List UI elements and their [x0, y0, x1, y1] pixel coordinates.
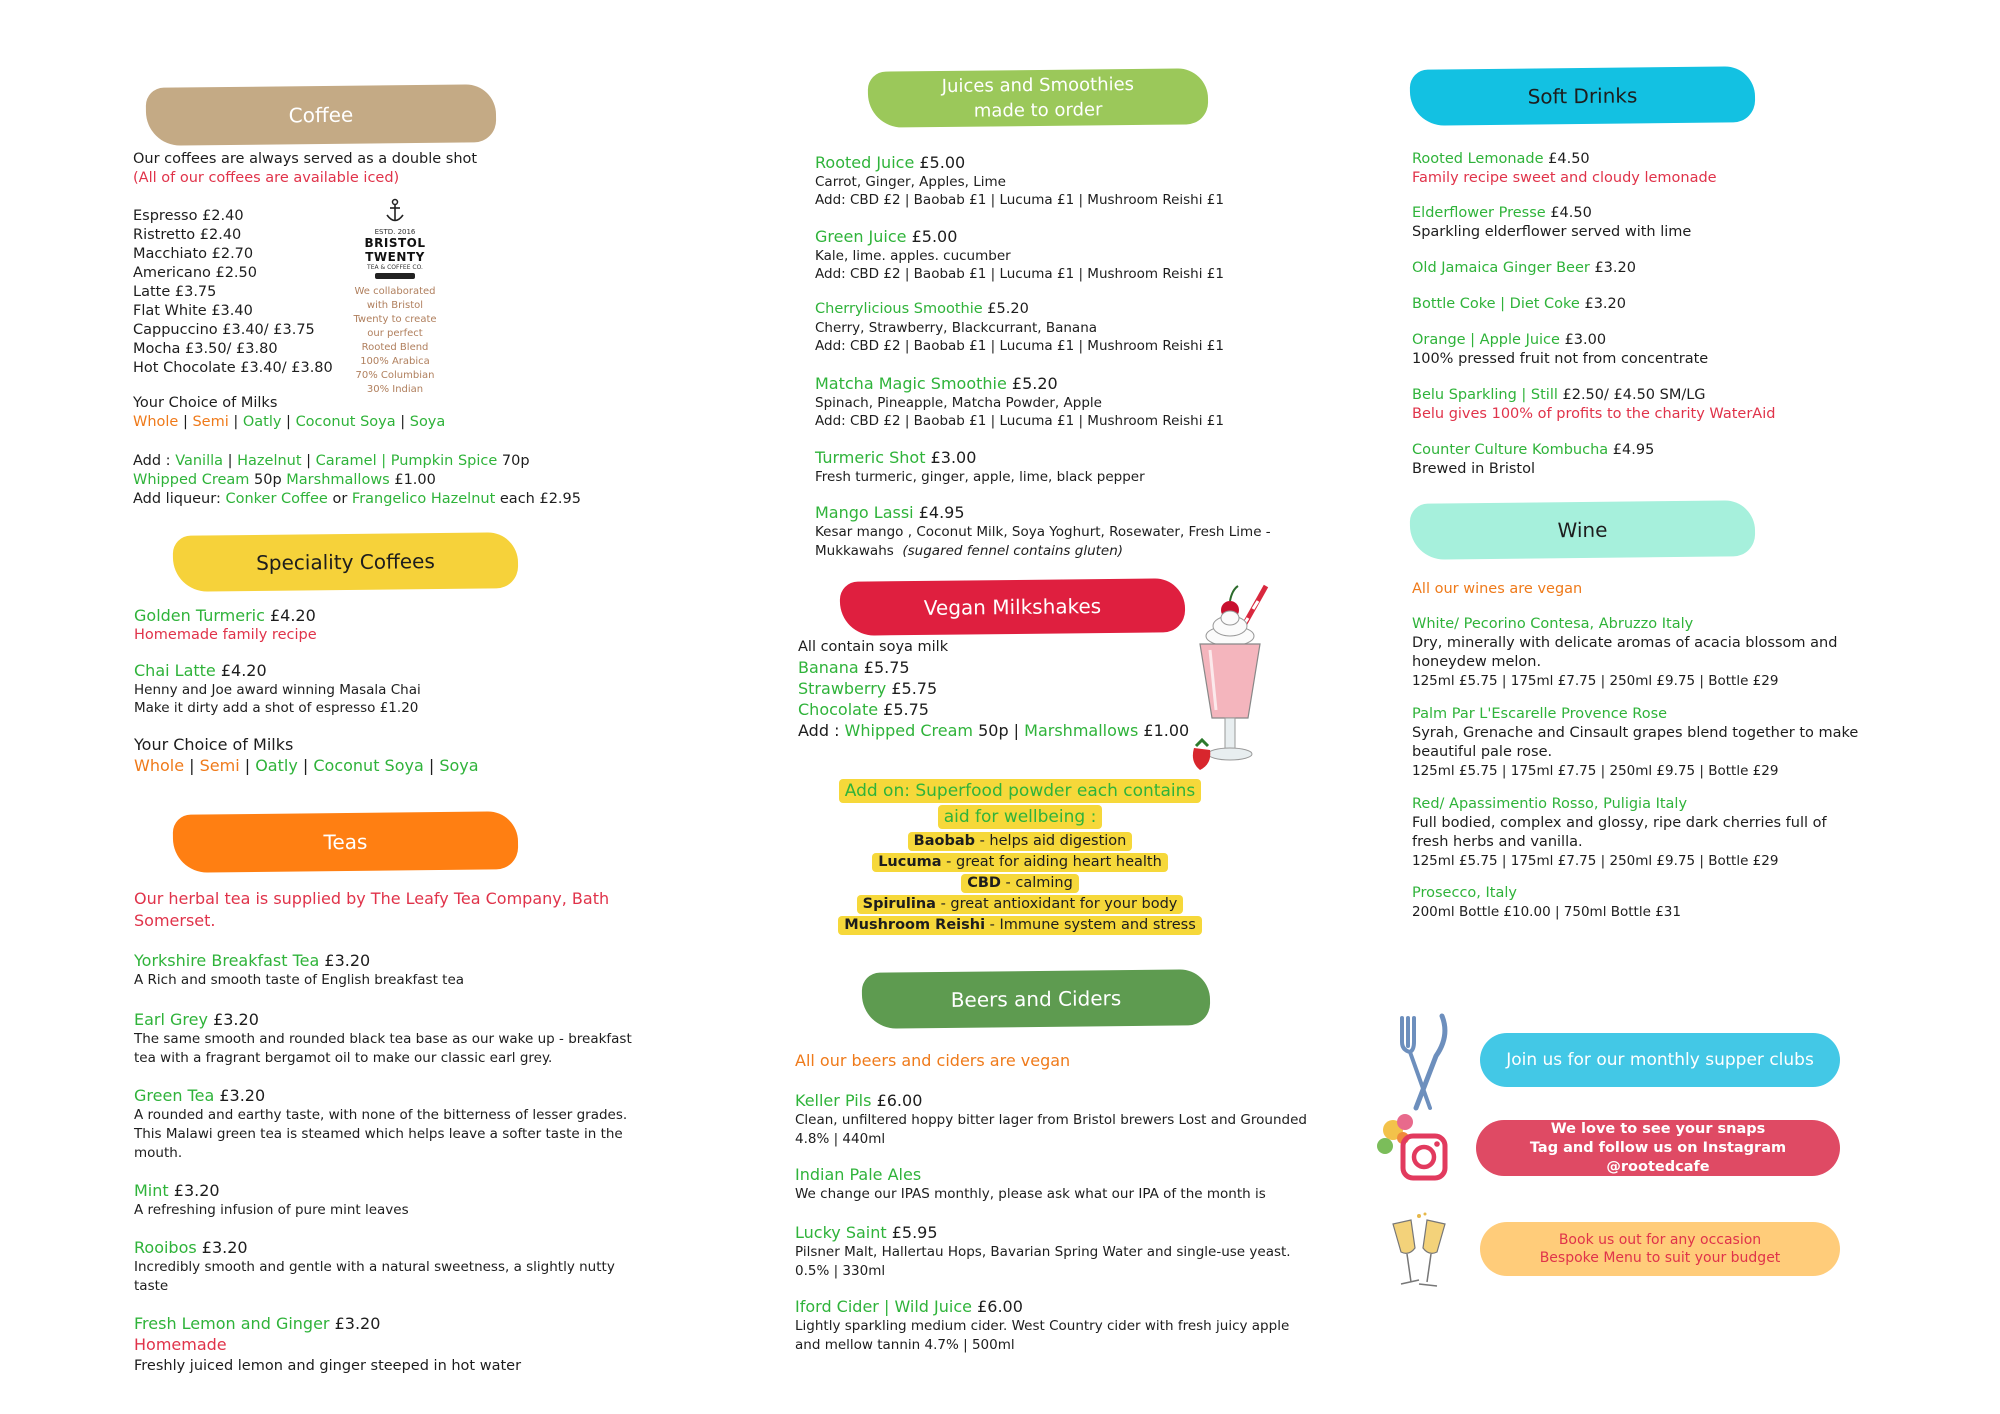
soft-drink-item: Belu Sparkling | Still £2.50/ £4.50 SM/LG Belu gives 100% of profits to the charity WaterAid [1412, 387, 1776, 422]
tea-item: Green Tea £3.20 A rounded and earthy taste, with none of the bitterness of lesser grades. This Malawi green tea is steamed which helps leave a softer taste in the mouth. [134, 1086, 628, 1161]
juices-heading-line: Juices and Smoothies [941, 73, 1135, 98]
coffee-item: Latte £3.75 [133, 284, 217, 300]
soft-drink-item: Bottle Coke | Diet Coke £3.20 [1412, 296, 1626, 312]
juice-item: Cherrylicious Smoothie £5.20 Cherry, Strawberry, Blackcurrant, Banana Add: CBD £2 | Baobab £1 | Lucuma £1 | Mushroom Reishi £1 [815, 301, 1224, 354]
superfood-item: Mushroom Reishi - Immune system and stress [838, 916, 1202, 935]
booking-line: Book us out for any occasion [1558, 1232, 1762, 1248]
wine-heading [1410, 500, 1756, 560]
speciality-heading [173, 532, 519, 592]
teas-intro: Our herbal tea is supplied by The Leafy Tea Company, Bath Somerset. [134, 889, 610, 930]
bristol-twenty-logo [340, 198, 450, 397]
beer-item: Iford Cider | Wild Juice £6.00 Lightly sparkling medium cider. West Country cider with fresh juicy apple and mellow tannin 4.7% | 500ml [795, 1297, 1290, 1353]
superfood-title: Add on: Superfood powder each contains aid for wellbeing : [820, 778, 1220, 830]
topping-addons: Whipped Cream 50p Marshmallows £1.00 [133, 472, 436, 488]
soft-drinks-heading-label: Soft Drinks [1527, 83, 1638, 109]
instagram-icon [1375, 1112, 1455, 1184]
juices-heading [868, 68, 1209, 128]
tea-item: Fresh Lemon and Ginger £3.20 Homemade Freshly juiced lemon and ginger steeped in hot water [134, 1314, 522, 1374]
instagram-line: We love to see your snaps [1550, 1120, 1766, 1137]
superfood-box [820, 778, 1220, 936]
coffee-item: Ristretto £2.40 [133, 227, 242, 243]
coffee-item: Macchiato £2.70 [133, 246, 254, 262]
supper-club-banner [1480, 1033, 1840, 1087]
logo-title: BRISTOL TWENTY [364, 236, 426, 264]
beer-item: Keller Pils £6.00 Clean, unfiltered hoppy bitter lager from Bristol brewers Lost and Grounded 4.8% | 440ml [795, 1091, 1307, 1147]
coffee-item: Cappuccino £3.40/ £3.75 [133, 322, 315, 338]
coffee-addons [133, 452, 603, 509]
superfood-item: CBD - calming [961, 874, 1079, 893]
coffee-iced-note: (All of our coffees are available iced) [133, 170, 400, 186]
coffee-item: Hot Chocolate £3.40/ £3.80 [133, 360, 333, 376]
coffee-item: Espresso £2.40 [133, 208, 244, 224]
coffee-list [133, 207, 353, 378]
speciality-item: Golden Turmeric £4.20 Homemade family recipe [134, 606, 317, 643]
tea-item: Earl Grey £3.20 The same smooth and rounded black tea base as our wake up - breakfast tea with a fragrant bergamot oil to make our classic earl grey. [134, 1010, 632, 1066]
soft-drink-item: Orange | Apple Juice £3.00 100% pressed fruit not from concentrate [1412, 332, 1709, 367]
speciality-heading-label: Speciality Coffees [256, 549, 435, 575]
coffee-milks [133, 394, 593, 432]
milkshake-list [798, 638, 1198, 741]
soft-drink-item: Elderflower Presse £4.50 Sparkling elderflower served with lime [1412, 205, 1692, 240]
soft-drink-item: Counter Culture Kombucha £4.95 Brewed in Bristol [1412, 442, 1655, 477]
wine-item: Red/ Apassimentio Rosso, Puligia Italy Full bodied, complex and glossy, ripe dark cherries full of fresh herbs and vanilla. 125ml £5.75 | 175ml £7.75 | 250ml £9.75 | Bottle £29 [1412, 796, 1827, 869]
supper-club-label: Join us for our monthly supper clubs [1506, 1050, 1814, 1070]
superfood-list [820, 831, 1220, 936]
teas-heading-label: Teas [323, 829, 368, 855]
juices-heading-line: made to order [973, 99, 1103, 122]
juice-item: Mango Lassi £4.95 Kesar mango , Coconut Milk, Soya Yoghurt, Rosewater, Fresh Lime - Mukkawahs (sugared fennel contains gluten) [815, 503, 1271, 559]
soft-drink-item: Old Jamaica Ginger Beer £3.20 [1412, 260, 1636, 276]
wine-item: Prosecco, Italy 200ml Bottle £10.00 | 750ml Bottle £31 [1412, 885, 1681, 920]
beer-item: Lucky Saint £5.95 Pilsner Malt, Hallertau Hops, Bavarian Spring Water and single-use yeast. 0.5% | 330ml [795, 1223, 1291, 1279]
milkshake-item: Banana £5.75 [798, 658, 910, 677]
superfood-item: Spirulina - great antioxidant for your body [857, 895, 1184, 914]
wine-intro: All our wines are vegan [1412, 581, 1583, 597]
booking-banner [1480, 1222, 1840, 1276]
coffee-item: Mocha £3.50/ £3.80 [133, 341, 278, 357]
syrup-addons: Add : Vanilla | Hazelnut | Caramel | Pumpkin Spice 70p [133, 453, 530, 469]
beer-item: Indian Pale Ales We change our IPAS monthly, please ask what our IPA of the month is [795, 1165, 1266, 1202]
logo-est: ESTD. 2016 [374, 228, 416, 236]
coffee-intro [133, 150, 513, 188]
anchor-icon [384, 198, 406, 224]
tea-item: Mint £3.20 A refreshing infusion of pure mint leaves [134, 1181, 409, 1218]
instagram-banner [1476, 1120, 1840, 1176]
coffee-heading-label: Coffee [288, 102, 354, 128]
wine-item: White/ Pecorino Contesa, Abruzzo Italy Dry, minerally with delicate aromas of acacia blossom and honeydew melon. 125ml £5.75 | 175ml £7.75 | 250ml £9.75 | Bottle £29 [1412, 616, 1838, 689]
juice-item: Matcha Magic Smoothie £5.20 Spinach, Pineapple, Matcha Powder, Apple Add: CBD £2 | Baobab £1 | Lucuma £1 | Mushroom Reishi £1 [815, 374, 1224, 429]
juice-item: Turmeric Shot £3.00 Fresh turmeric, ginger, apple, lime, black pepper [815, 448, 1145, 485]
milks-title: Your Choice of Milks [133, 395, 278, 411]
wine-item: Palm Par L'Escarelle Provence Rose Syrah, Grenache and Cinsault grapes blend together to make beautiful pale rose. 125ml £5.75 | 175ml £7.75 | 250ml £9.75 | Bottle £29 [1412, 706, 1859, 779]
soft-drink-item: Rooted Lemonade £4.50 Family recipe sweet and cloudy lemonade [1412, 151, 1717, 186]
speciality-item: Chai Latte £4.20 Henny and Joe award winning Masala Chai Make it dirty add a shot of espresso £1.20 [134, 661, 421, 716]
juice-item: Green Juice £5.00 Kale, lime. apples. cucumber Add: CBD £2 | Baobab £1 | Lucuma £1 | Mushroom Reishi £1 [815, 227, 1224, 282]
milks-list: Whole | Semi | Oatly | Coconut Soya | Soya [134, 756, 479, 775]
wine-heading-label: Wine [1557, 517, 1608, 543]
instagram-line: Tag and follow us on Instagram @rootedcafe [1529, 1139, 1787, 1175]
booking-line: Bespoke Menu to suit your budget [1539, 1250, 1781, 1266]
liqueur-addons: Add liqueur: Conker Coffee or Frangelico Hazelnut each £2.95 [133, 491, 581, 507]
coffee-item: Flat White £3.40 [133, 303, 253, 319]
champagne-glasses-icon [1385, 1212, 1455, 1298]
coffee-heading [146, 84, 497, 146]
milkshake-addons: Add : Whipped Cream 50p | Marshmallows £1.00 [798, 721, 1190, 740]
superfood-item: Lucuma - great for aiding heart health [872, 853, 1168, 872]
logo-note: We collaborated with Bristol Twenty to create our perfect Rooted Blend 100% Arabica 70% Columbian 30% Indian [353, 286, 437, 395]
juice-item: Rooted Juice £5.00 Carrot, Ginger, Apples, Lime Add: CBD £2 | Baobab £1 | Lucuma £1 | Mushroom Reishi £1 [815, 153, 1224, 208]
beers-heading [862, 969, 1211, 1029]
soft-drinks-heading [1410, 66, 1756, 126]
superfood-item: Baobab - helps aid digestion [908, 832, 1133, 851]
milks-list: Whole | Semi | Oatly | Coconut Soya | Soya [133, 414, 446, 430]
cutlery-icon [1396, 1012, 1452, 1112]
tea-item: Yorkshire Breakfast Tea £3.20 A Rich and smooth taste of English breakfast tea [134, 951, 465, 988]
logo-sub: TEA & COFFEE CO. [367, 264, 423, 271]
tea-item: Rooibos £3.20 Incredibly smooth and gentle with a natural sweetness, a slightly nutty taste [134, 1238, 615, 1294]
teas-heading [173, 811, 519, 873]
coffee-item: Americano £2.50 [133, 265, 257, 281]
milkshake-icon [1188, 578, 1280, 774]
milkshake-item: Strawberry £5.75 [798, 679, 938, 698]
milkshake-intro: All contain soya milk [798, 639, 949, 655]
milks-title: Your Choice of Milks [134, 735, 294, 754]
beers-intro: All our beers and ciders are vegan [795, 1051, 1071, 1070]
logo-ribbon [375, 273, 415, 279]
speciality-milks [134, 734, 584, 776]
milkshakes-heading-label: Vegan Milkshakes [923, 594, 1102, 620]
coffee-intro-line: Our coffees are always served as a double shot [133, 151, 478, 167]
milkshake-item: Chocolate £5.75 [798, 700, 929, 719]
beers-heading-label: Beers and Ciders [950, 986, 1122, 1012]
milkshakes-heading [840, 578, 1186, 636]
